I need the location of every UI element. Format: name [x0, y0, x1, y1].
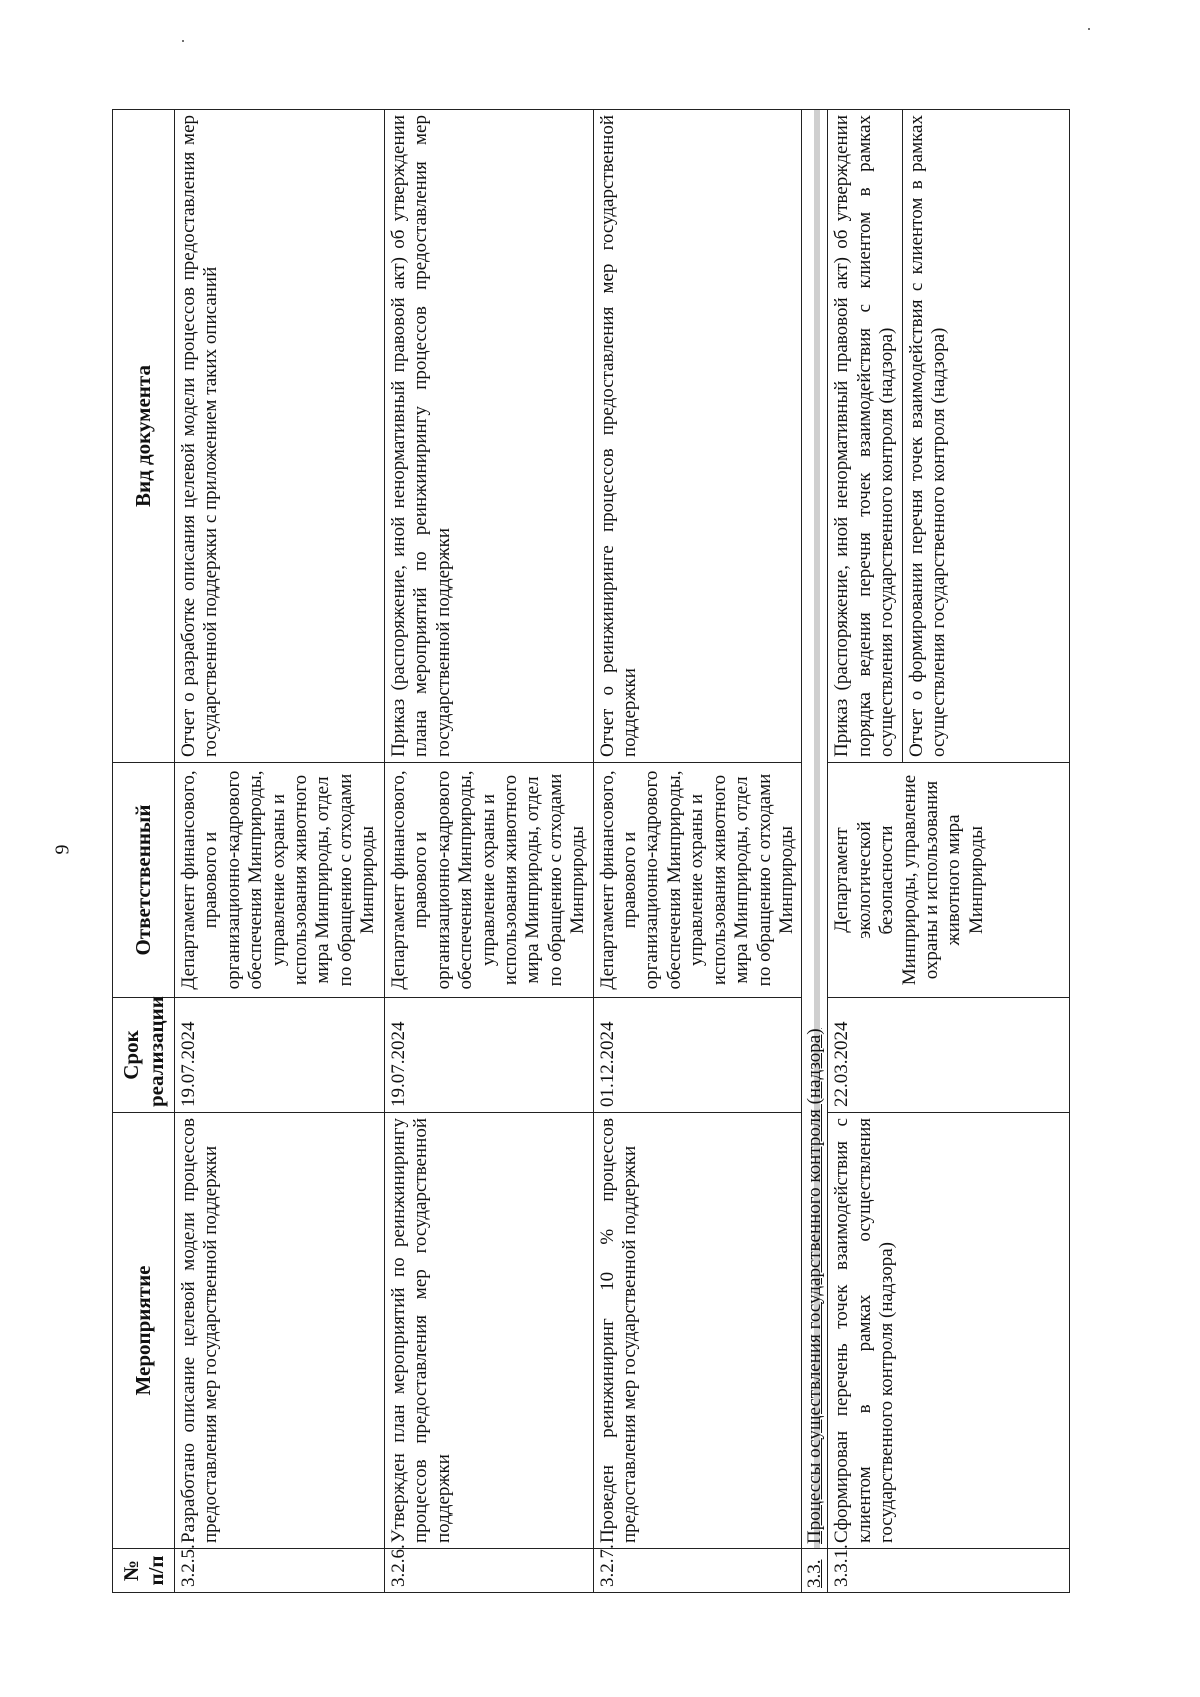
row-doc-split: [828, 110, 1070, 763]
row-responsible: Департамент финансового, правового и организационно-кадрового обеспечения Минприроды, управление охраны и использования животного мира Минприроды, отдел по обращению с отходами Минприроды: [593, 763, 802, 998]
row-event: Разработано описание целевой модели процессов предоставления мер государственной поддержки: [175, 1113, 385, 1549]
row-responsible: Департамент экологической безопасности Минприроды, управление охраны и использования животного мира Минприроды: [828, 763, 1070, 998]
row-doc: Отчет о разработке описания целевой модели процессов предоставления мер государственной поддержки с приложением таких описаний: [175, 110, 385, 763]
row-event: Сформирован перечень точек взаимодействия с клиентом в рамках осуществления государственного контроля (надзора): [828, 1113, 1070, 1549]
header-doc: Вид документа: [113, 110, 175, 763]
row-event: Проведен реинжиниринг 10 % процессов предоставления мер государственной поддержки: [593, 1113, 802, 1549]
row-responsible: Департамент финансового, правового и организационно-кадрового обеспечения Минприроды, управление охраны и использования животного мира Минприроды, отдел по обращению с отходами Минприроды: [385, 763, 594, 998]
row-responsible: Департамент финансового, правового и организационно-кадрового обеспечения Минприроды, управление охраны и использования животного мира Минприроды, отдел по обращению с отходами Минприроды: [175, 763, 385, 998]
row-deadline: 01.12.2024: [593, 998, 802, 1113]
table-row: [828, 110, 1070, 1593]
row-doc: Отчет о реинжиниринге процессов предоставления мер государственной поддержки: [593, 110, 802, 763]
row-deadline: 19.07.2024: [175, 998, 385, 1113]
row-num: 3.3.1.: [828, 1549, 1070, 1593]
table-row: [385, 110, 594, 1593]
row-num: 3.2.5.: [175, 1549, 385, 1593]
row-doc: Приказ (распоряжение, иной ненормативный правовой акт) об утверждении плана мероприятий по реинжинирингу процессов предоставления мер государственной поддержки: [385, 110, 594, 763]
header-responsible: Ответственный: [113, 763, 175, 998]
table-row: [593, 110, 802, 1593]
row-event: Утвержден план мероприятий по реинжинирингу процессов предоставления мер государственной поддержки: [385, 1113, 594, 1549]
table-header-row: [113, 110, 175, 1593]
section-title: Процессы осуществления государственного контроля (надзора): [802, 110, 828, 1549]
measures-table: [112, 109, 1070, 1593]
page-number: 9: [51, 844, 74, 855]
row-deadline: 22.03.2024: [828, 998, 1070, 1113]
row-doc-part: Отчет о формировании перечня точек взаимодействия с клиентом в рамках осуществления государственного контроля (надзора): [902, 110, 954, 762]
row-deadline: 19.07.2024: [385, 998, 594, 1113]
scan-speck: [1088, 28, 1090, 30]
header-deadline: Срок реализации: [113, 998, 175, 1113]
rotated-table-container: [112, 110, 1070, 1593]
header-num: № п/п: [113, 1549, 175, 1593]
header-event: Мероприятие: [113, 1113, 175, 1549]
section-row: [802, 110, 828, 1593]
row-num: 3.2.7.: [593, 1549, 802, 1593]
row-doc-part: Приказ (распоряжение, иной ненормативный правовой акт) об утверждении порядка ведения перечня точек взаимодействия с клиентом в рамках осуществления государственного контроля (надзора): [831, 115, 898, 757]
scan-speck: [182, 40, 184, 42]
row-num: 3.2.6.: [385, 1549, 594, 1593]
table-row: [175, 110, 385, 1593]
section-num: 3.3.: [802, 1549, 828, 1593]
